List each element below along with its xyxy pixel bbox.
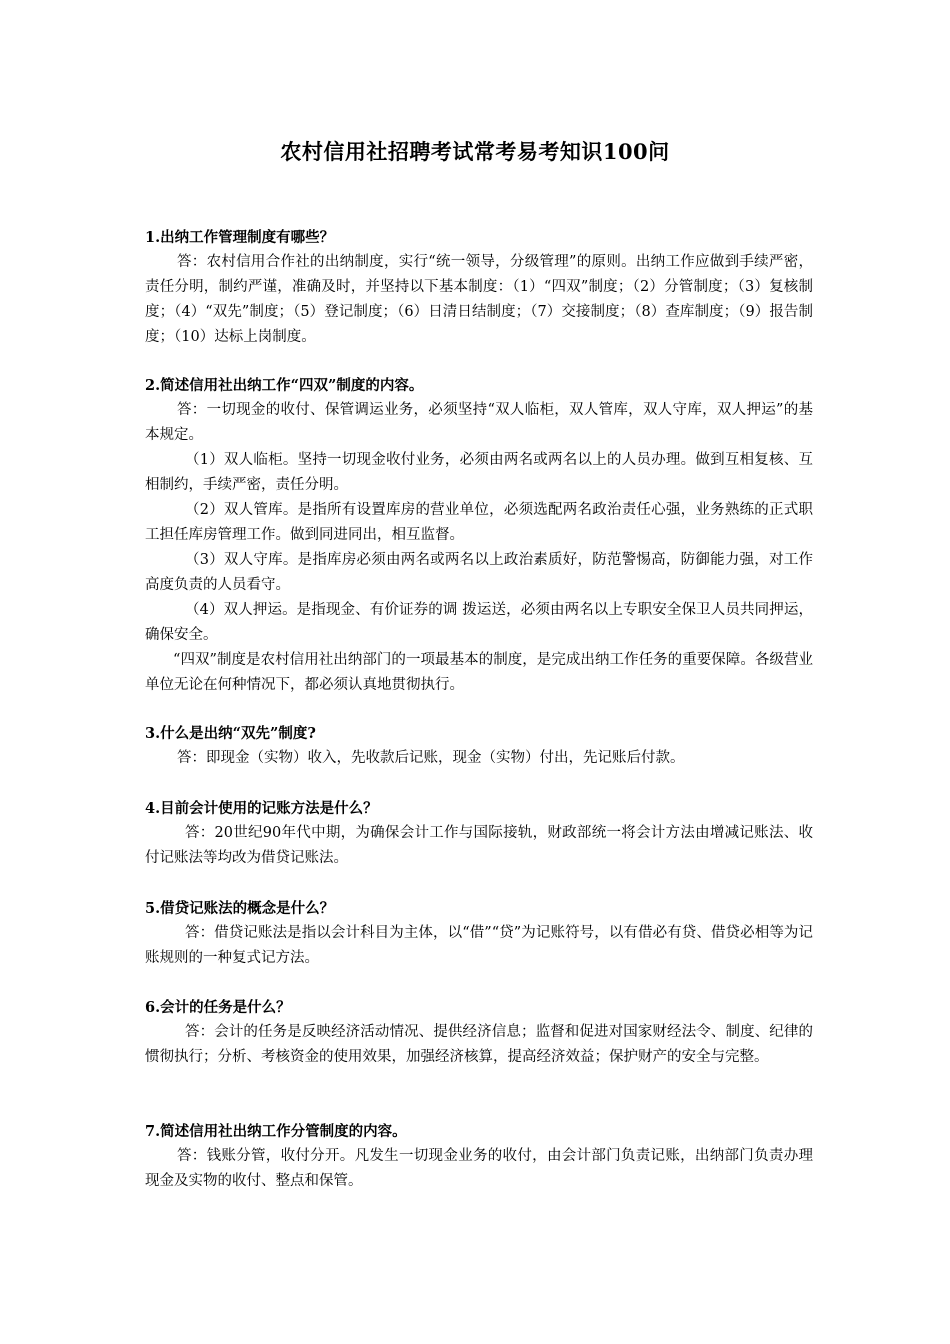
question-heading: 2.简述信用社出纳工作“四双”制度的内容。 — [145, 377, 424, 394]
answer-paragraph: “四双”制度是农村信用社出纳部门的一项最基本的制度，是完成出纳工作任务的重要保障。各级营业单位无论在何种情况下，都必须认真地贯彻执行。 — [145, 652, 813, 693]
qa-item-3 — [145, 722, 813, 771]
question-heading: 6.会计的任务是什么？ — [145, 999, 291, 1016]
document-title: 农村信用社招聘考试常考易考知识100问 — [280, 139, 670, 164]
qa-item-7 — [145, 1120, 813, 1194]
answer-paragraph: （4）双人押运。是指现金、有价证券的调 拨运送，必须由两名以上专职安全保卫人员共同押运，确保安全。 — [145, 602, 813, 643]
qa-item-2 — [145, 374, 813, 698]
answer-paragraph: 答：会计的任务是反映经济活动情况、提供经济信息；监督和促进对国家财经法令、制度、纪律的惯彻执行；分析、考核资金的使用效果，加强经济核算，提高经济效益；保护财产的安全与完整。 — [145, 1024, 813, 1065]
question-heading: 3.什么是出纳“双先”制度? — [145, 725, 316, 742]
answer-paragraph: 答：农村信用合作社的出纳制度，实行“统一领导，分级管理”的原则。出纳工作应做到手续严密，责任分明，制约严谨，准确及时，并坚持以下基本制度：（1）“四双”制度；（2）分管制度；（3）复核制度；（4）“双先”制度；（5）登记制度；（6）日清日结制度；（7）交接制度；（8）查库制度；（9）报告制度；（10）达标上岗制度。 — [145, 254, 813, 345]
answer-paragraph: （3）双人守库。是指库房必须由两名或两名以上政治素质好，防范警惕高，防御能力强，对工作高度负责的人员看守。 — [145, 552, 813, 593]
answer-paragraph: （1）双人临柜。坚持一切现金收付业务，必须由两名或两名以上的人员办理。做到互相复核、互相制约，手续严密，责任分明。 — [145, 452, 813, 493]
qa-item-4 — [145, 797, 813, 871]
qa-item-6 — [145, 996, 813, 1070]
answer-paragraph: 答：一切现金的收付、保管调运业务，必须坚持“双人临柜，双人管库，双人守库，双人押运”的基本规定。 — [145, 402, 813, 443]
question-heading: 4.目前会计使用的记账方法是什么？ — [145, 800, 378, 817]
question-heading: 5.借贷记账法的概念是什么？ — [145, 900, 335, 917]
qa-item-1 — [145, 226, 813, 350]
answer-paragraph: 答：20世纪90年代中期，为确保会计工作与国际接轨，财政部统一将会计方法由增减记账法、收付记账法等均改为借贷记账法。 — [145, 825, 813, 866]
answer-paragraph: 答：即现金（实物）收入，先收款后记账，现金（实物）付出，先记账后付款。 — [177, 750, 685, 766]
answer-paragraph: （2）双人管库。是指所有设置库房的营业单位，必须选配两名政治责任心强，业务熟练的正式职工担任库房管理工作。做到同进同出，相互监督。 — [145, 502, 813, 543]
question-heading: 1.出纳工作管理制度有哪些？ — [145, 229, 335, 246]
qa-item-5 — [145, 897, 813, 971]
answer-paragraph: 答：借贷记账法是指以会计科目为主体，以“借”“贷”为记账符号，以有借必有贷、借贷必相等为记账规则的一种复式记方法。 — [145, 925, 813, 966]
answer-paragraph: 答：钱账分管，收付分开。凡发生一切现金业务的收付，由会计部门负责记账，出纳部门负责办理现金及实物的收付、整点和保管。 — [145, 1148, 813, 1189]
question-heading: 7.简述信用社出纳工作分管制度的内容。 — [145, 1123, 407, 1140]
